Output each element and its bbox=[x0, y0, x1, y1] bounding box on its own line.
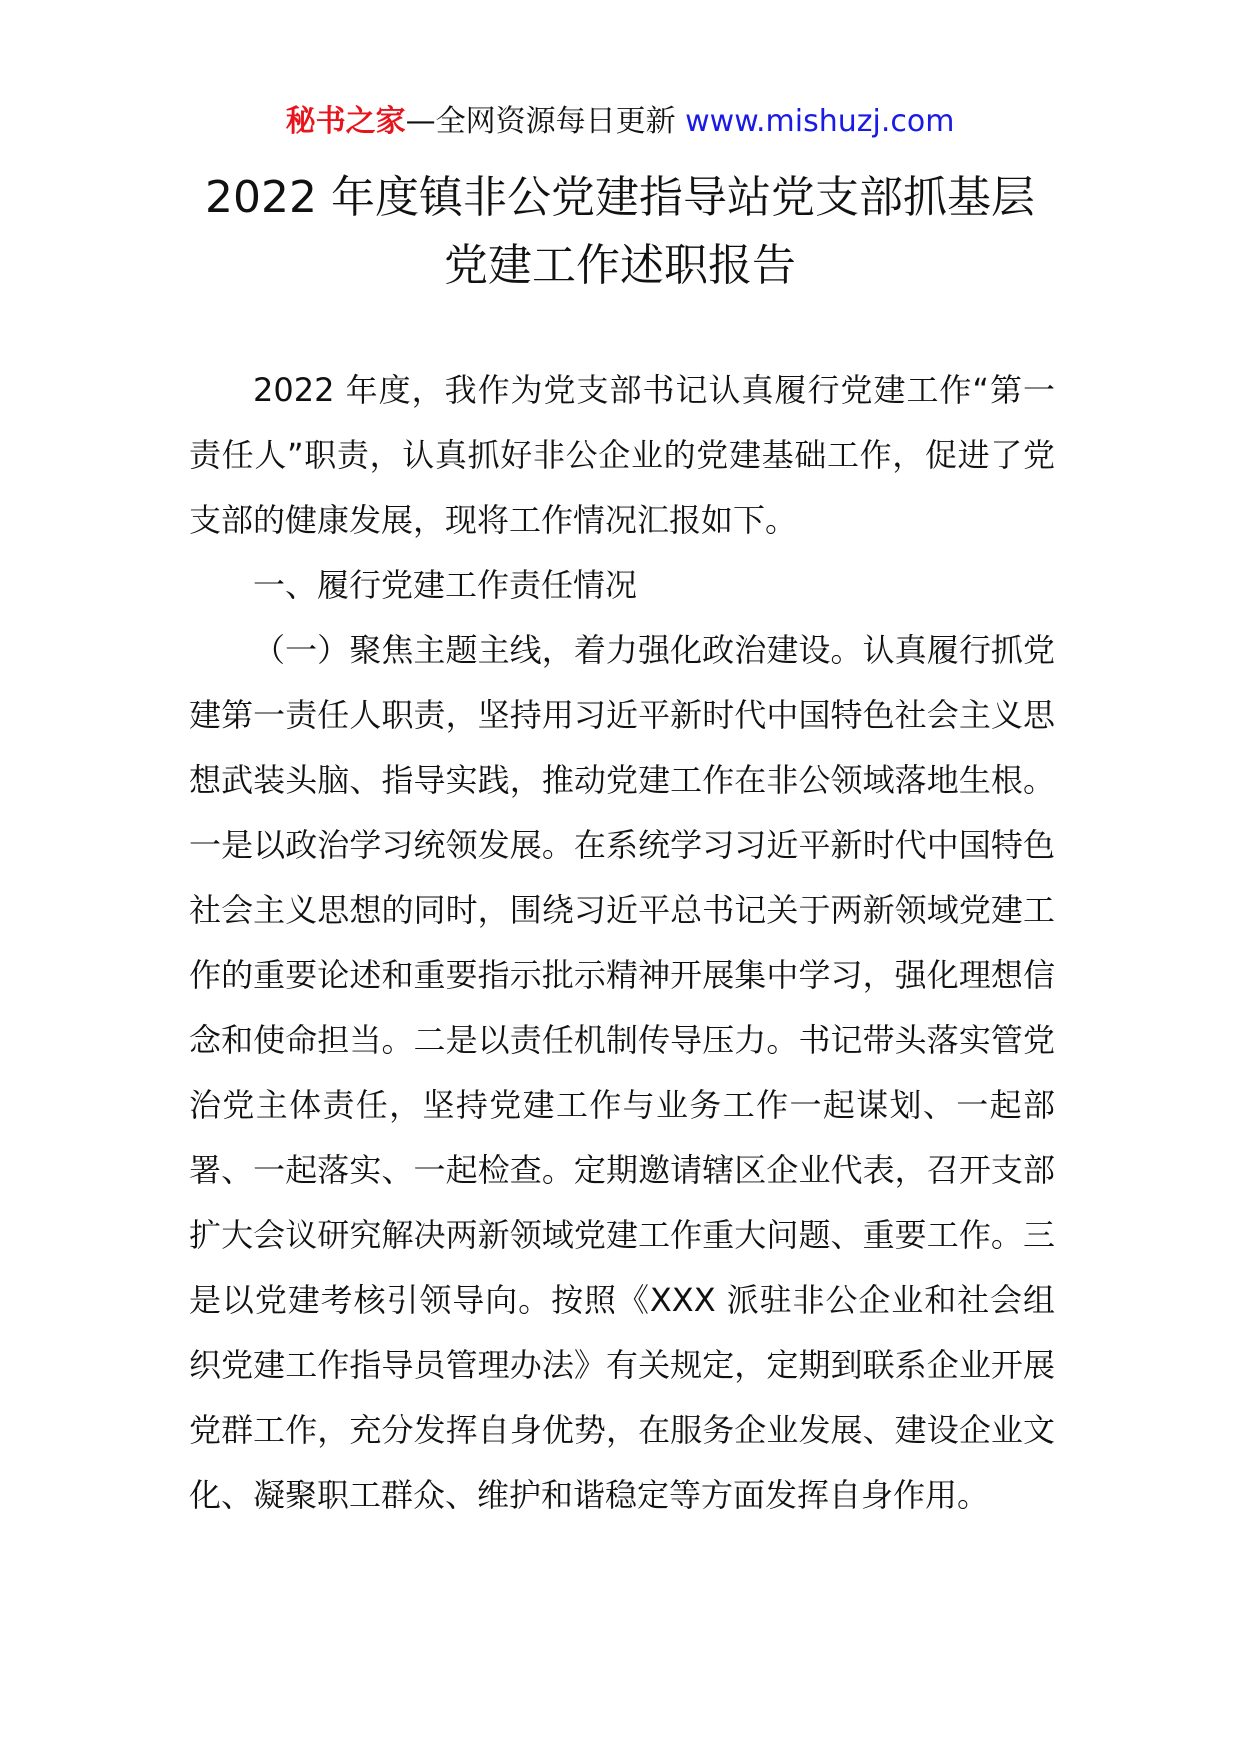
document-body bbox=[189, 358, 1055, 1528]
site-url-link[interactable]: www.mishuzj.com bbox=[685, 104, 955, 139]
header-slogan: —全网资源每日更新 bbox=[405, 104, 686, 139]
section-heading-1: 一、履行党建工作责任情况 bbox=[253, 566, 638, 604]
document-title bbox=[0, 164, 1240, 300]
paragraph-intro: 2022 年度，我作为党支部书记认真履行党建工作“第一责任人”职责，认真抓好非公企业的党建基础工作，促进了党支部的健康发展，现将工作情况汇报如下。 bbox=[189, 371, 1055, 539]
brand-name: 秘书之家 bbox=[285, 104, 406, 139]
paragraph-subsection-1: （一）聚焦主题主线，着力强化政治建设。认真履行抓党建第一责任人职责，坚持用习近平新时代中国特色社会主义思想武装头脑、指导实践，推动党建工作在非公领域落地生根。一是以政治学习统领发展。在系统学习习近平新时代中国特色社会主义思想的同时，围绕习近平总书记关于两新领域党建工作的重要论述和重要指示批示精神开展集中学习，强化理想信念和使命担当。二是以责任机制传导压力。书记带头落实管党治党主体责任，坚持党建工作与业务工作一起谋划、一起部署、一起落实、一起检查。定期邀请辖区企业代表，召开支部扩大会议研究解决两新领域党建工作重大问题、重要工作。三是以党建考核引领导向。按照《XXX 派驻非公企业和社会组织党建工作指导员管理办法》有关规定，定期到联系企业开展党群工作，充分发挥自身优势，在服务企业发展、建设企业文化、凝聚职工群众、维护和谐稳定等方面发挥自身作用。 bbox=[189, 631, 1055, 1514]
title-line-2: 党建工作述职报告 bbox=[444, 240, 796, 291]
site-header bbox=[0, 102, 1240, 142]
title-line-1: 2022 年度镇非公党建指导站党支部抓基层 bbox=[205, 172, 1035, 223]
